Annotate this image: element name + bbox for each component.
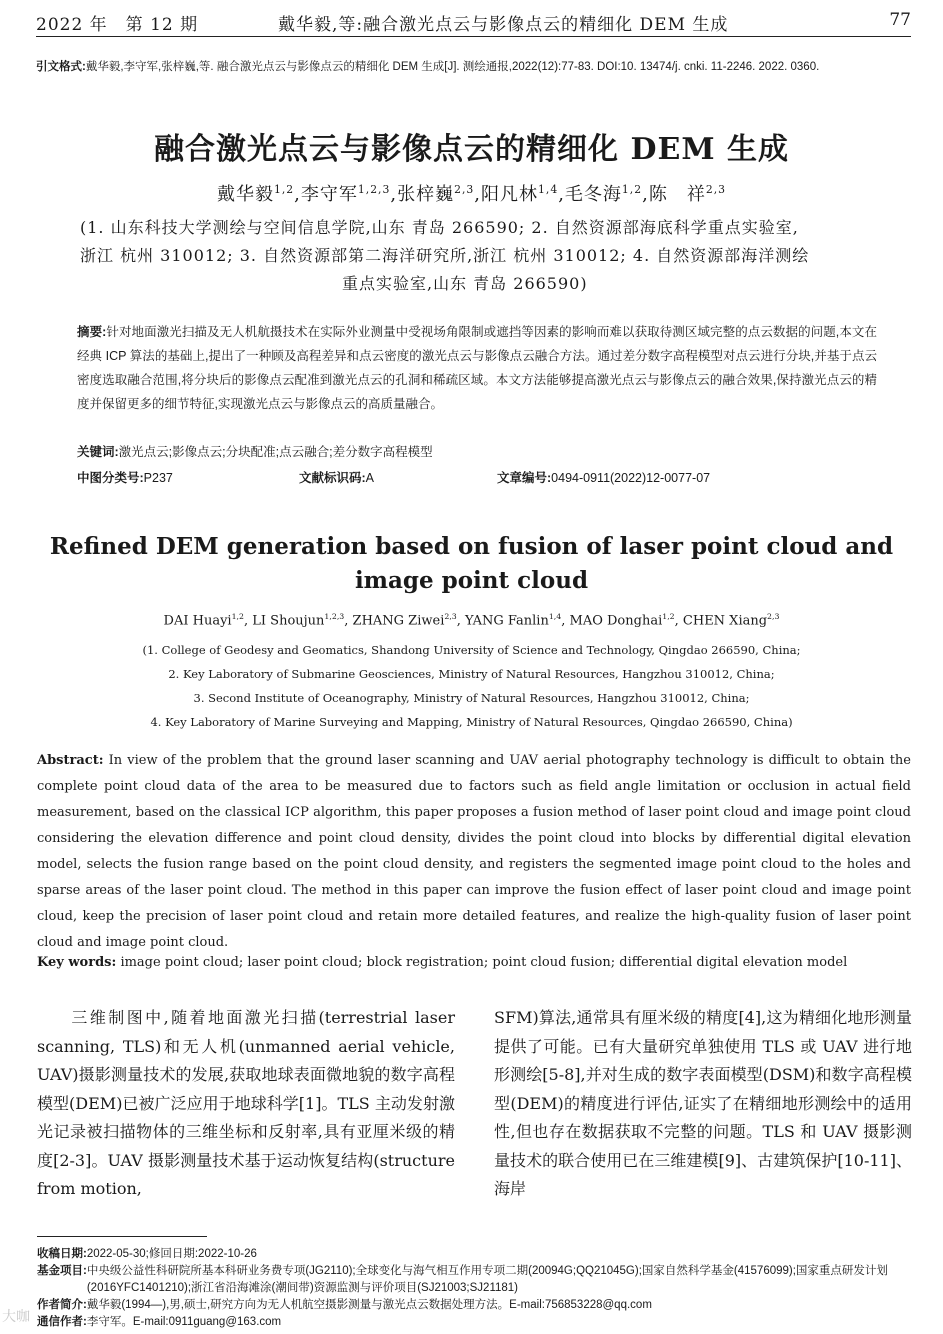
- running-header: [36, 6, 911, 37]
- article-number-label: 文章编号:: [497, 471, 552, 485]
- affiliation-en-line: 3. Second Institute of Oceanography, Ministry of Natural Resources, Hangzhou 310012, China;: [193, 691, 750, 705]
- keywords-english: [37, 955, 911, 970]
- author-name: 李守军: [300, 184, 358, 205]
- author-affiliation-mark: 1,4: [548, 612, 562, 621]
- footnote-item: [37, 1263, 912, 1297]
- abstract-cn-text: 针对地面激光扫描及无人机航摄技术在实际外业测量中受视场角限制或遮挡等因素的影响而难以获取待测区域完整的点云数据的问题,本文在经典 ICP 算法的基础上,提出了一种顾及高程差异和点云密度的激光点云与影像点云融合方法。通过差分数字高程模型对点云进行分块,并基于点云密度选取融合范围,将分块后的影像点云配准到激光点云的孔洞和稀疏区域。本文方法能够提高激光点云与影像点云的融合效果,保持激光点云的精度并保留更多的细节特征,实现激光点云与影像点云的高质量融合。: [77, 325, 877, 411]
- footnote-item: [37, 1314, 912, 1331]
- title-en-line: image point cloud: [354, 567, 589, 594]
- keywords-chinese: [77, 442, 877, 460]
- author-affiliation-mark: 2,3: [444, 612, 457, 621]
- author-affiliation-mark: 1,4: [538, 183, 559, 196]
- citation-label: 引文格式:: [36, 61, 86, 73]
- affiliation-cn-line: (1. 山东科技大学测绘与空间信息学院,山东 青岛 266590; 2. 自然资源部海底科学重点实验室,: [80, 218, 799, 237]
- footnote-label: 基金项目:: [37, 1265, 87, 1277]
- author-affiliation-mark: 1,2: [621, 183, 643, 196]
- footnote-label: 收稿日期:: [37, 1248, 87, 1260]
- title-chinese: 融合激光点云与影像点云的精细化 DEM 生成: [154, 132, 789, 167]
- abstract-en-text: In view of the problem that the ground laser scanning and UAV aerial photography technology is difficult to obtain the complete point cloud data of the area to be measured due to factors such as field angle limitation or occlusion in actual field measurement, based on the classical ICP algorithm, this paper proposes a fusion method of laser point cloud and image point cloud considering the elevation difference and point cloud density, divides the point cloud into blocks by differential digital elevation model, selects the fusion range based on the point cloud density, and registers the segmented image point cloud to the holes and sparse areas of the laser point cloud. The method in this paper can improve the fusion effect of laser point cloud and image point cloud, keep the precision of laser point cloud and retain more detailed features, and realize the high-quality fusion of laser point cloud and image point cloud.: [37, 753, 911, 950]
- affiliations-chinese: [80, 214, 880, 298]
- footnote-text: 戴华毅(1994—),男,硕士,研究方向为无人机航空摄影测量与激光点云数据处理方法。E-mail:756853228@qq.com: [86, 1299, 652, 1311]
- doc-code-label: 文献标识码:: [299, 471, 366, 485]
- page-number: 77: [889, 10, 911, 30]
- footnote-label: 通信作者:: [37, 1316, 87, 1328]
- article-number: [497, 468, 710, 486]
- clc-number: [77, 468, 173, 486]
- footnote-item: [37, 1297, 912, 1314]
- abstract-english: [37, 748, 911, 956]
- author-name: LI Shoujun: [252, 613, 325, 629]
- author-affiliation-mark: 2,3: [767, 612, 780, 621]
- author-name: 陈 祥: [648, 184, 706, 205]
- body-right-text: SFM)算法,通常具有厘米级的精度[4],这为精细化地形测量提供了可能。已有大量研究单独使用 TLS 或 UAV 进行地形测绘[5-8],并对生成的数字表面模型(DSM)和数字高程模型(DEM)的精度进行评估,证实了在精细地形测绘中的适用性,但也存在数据获取不完整的问题。TLS 和 UAV 摄影测量技术的联合使用已在三维建模[9]、古建筑保护[10-11]、海岸: [494, 1008, 912, 1198]
- journal-issue: 2022 年 第 12 期: [36, 15, 199, 35]
- body-left-text: 三维制图中,随着地面激光扫描(terrestrial laser scanning, TLS)和无人机(unmanned aerial vehicle, UAV)摄影测量技术的发展,获取地球表面微地貌的数字高程模型(DEM)已被广泛应用于地球科学[1]。TLS 主动发射激光记录被扫描物体的三维坐标和反射率,具有亚厘米级的精度[2-3]。UAV 摄影测量技术基于运动恢复结构(structure from motion,: [37, 1008, 455, 1198]
- abstract-en-label: Abstract:: [37, 753, 104, 768]
- author-affiliation-mark: 1,2: [231, 612, 244, 621]
- affiliations-english: [0, 638, 943, 734]
- body-column-right: [494, 1004, 912, 1204]
- author-name: DAI Huayi: [163, 613, 232, 629]
- author-affiliation-mark: 1,2: [662, 612, 675, 621]
- author-name: 戴华毅: [216, 184, 274, 205]
- footnote-text: 2022-05-30;修回日期:2022-10-26: [86, 1248, 257, 1260]
- keywords-cn-label: 关键词:: [77, 445, 119, 459]
- footnote-label: 作者简介:: [37, 1299, 87, 1311]
- affiliation-cn-line: 浙江 杭州 310012; 3. 自然资源部第二海洋研究所,浙江 杭州 310012; 4. 自然资源部海洋测绘: [80, 246, 810, 265]
- title-english: [0, 530, 943, 598]
- footnote-divider: [37, 1236, 207, 1237]
- footnote-text: 中央级公益性科研院所基本科研业务费专项(JG2110);全球变化与海气相互作用专项二期(20094G;QQ21045G);国家自然科学基金(41576099);国家重点研发计划(2016YFC1401210);浙江省沿海滩涂(潮间带)资源监测与评价项目(SJ21003;SJ21181): [86, 1265, 888, 1294]
- citation-format: [36, 56, 908, 78]
- footnote-text: 李守军。E-mail:0911guang@163.com: [86, 1316, 282, 1328]
- author-affiliation-mark: 2,3: [454, 183, 475, 196]
- authors-english: DAI Huayi$^{1,2}$, LI Shoujun$^{1,2,3}$, ZHANG Ziwei$^{2,3}$, YANG Fanlin$^{1,4}$, MAO Donghai$^{1,2}$, CHEN Xiang$^{2,3}$: [163, 612, 780, 629]
- document-code: [299, 468, 374, 486]
- author-name: ZHANG Ziwei: [352, 613, 445, 629]
- footnotes: [37, 1246, 912, 1331]
- footnote-item: [37, 1246, 912, 1263]
- clc-label: 中图分类号:: [77, 471, 144, 485]
- keywords-cn-text: 激光点云;影像点云;分块配准;点云融合;差分数字高程模型: [118, 445, 433, 459]
- watermark-logo: 大咖: [2, 1308, 30, 1324]
- abstract-chinese: [77, 320, 877, 416]
- author-name: 毛冬海: [564, 184, 622, 205]
- author-name: CHEN Xiang: [682, 613, 768, 629]
- article-number-value: 0494-0911(2022)12-0077-07: [551, 471, 711, 485]
- author-name: YANG Fanlin: [465, 613, 549, 629]
- citation-text: 戴华毅,李守军,张梓巍,等. 融合激光点云与影像点云的精细化 DEM 生成[J]. 测绘通报,2022(12):77-83. DOI:10. 13474/j. cnki. 11-2246. 2022. 0360.: [85, 61, 820, 73]
- author-affiliation-mark: 1,2,3: [324, 612, 345, 621]
- author-name: MAO Donghai: [569, 613, 663, 629]
- clc-value: P237: [143, 471, 173, 485]
- author-name: 张梓巍: [397, 184, 455, 205]
- abstract-cn-label: 摘要:: [77, 325, 107, 339]
- affiliation-cn-line: 重点实验室,山东 青岛 266590): [342, 274, 588, 293]
- doc-code-value: A: [365, 471, 375, 485]
- affiliation-en-line: 4. Key Laboratory of Marine Surveying and Mapping, Ministry of Natural Resources, Qingdao 266590, China): [150, 715, 793, 729]
- body-column-left: [37, 1004, 455, 1204]
- authors-chinese: 戴华毅$^{1,2}$,李守军$^{1,2,3}$,张梓巍$^{2,3}$,阳凡林$^{1,4}$,毛冬海$^{1,2}$,陈 祥$^{2,3}$: [216, 183, 726, 205]
- affiliation-en-line: (1. College of Geodesy and Geomatics, Shandong University of Science and Technology, Qingdao 266590, China;: [142, 643, 801, 657]
- author-affiliation-mark: 1,2: [273, 183, 295, 196]
- author-affiliation-mark: 1,2,3: [357, 183, 391, 196]
- running-title: 戴华毅,等:融合激光点云与影像点云的精细化 DEM 生成: [278, 15, 729, 35]
- title-en-line: Refined DEM generation based on fusion of laser point cloud and: [49, 533, 894, 560]
- author-affiliation-mark: 2,3: [705, 183, 726, 196]
- author-name: 阳凡林: [481, 184, 539, 205]
- affiliation-en-line: 2. Key Laboratory of Submarine Geosciences, Ministry of Natural Resources, Hangzhou 310012, China;: [168, 667, 775, 681]
- keywords-en-text: image point cloud; laser point cloud; block registration; point cloud fusion; differential digital elevation model: [120, 955, 848, 970]
- keywords-en-label: Key words:: [37, 955, 117, 970]
